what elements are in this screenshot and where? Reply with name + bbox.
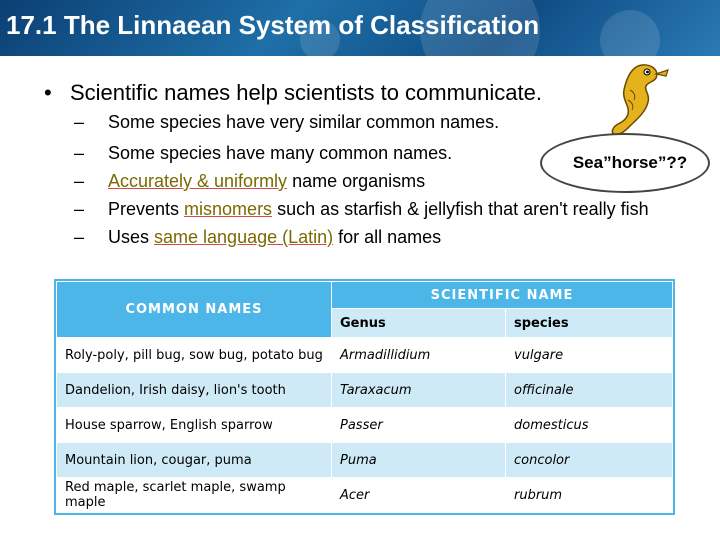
cell-common-name: Mountain lion, cougar, puma: [57, 443, 332, 478]
table-header-row: [57, 282, 673, 309]
cell-species: officinale: [506, 373, 673, 408]
cell-species: domesticus: [506, 408, 673, 443]
table-row: [57, 338, 673, 373]
table-row: [57, 408, 673, 443]
seahorse-callout: [540, 133, 710, 193]
table-row: [57, 373, 673, 408]
sub-bullet-text: for all names: [333, 227, 442, 247]
table-row: [57, 443, 673, 478]
sub-bullet: [74, 112, 499, 133]
sub-bullet-dash: –: [74, 227, 85, 247]
bullet-dot: •: [44, 80, 52, 105]
cell-species: concolor: [506, 443, 673, 478]
cell-genus: Puma: [332, 443, 506, 478]
cell-common-name: Dandelion, Irish daisy, lion's tooth: [57, 373, 332, 408]
cell-species: rubrum: [506, 478, 673, 513]
sub-bullet-dash: –: [74, 171, 85, 191]
main-bullet-text: Scientific names help scientists to communicate.: [70, 80, 542, 105]
slide-title: 17.1 The Linnaean System of Classification: [6, 10, 540, 40]
header-scientific-name: SCIENTIFIC NAME: [332, 282, 673, 309]
sub-bullet-text: such as starfish & jellyfish that aren't really fish: [272, 199, 649, 219]
sub-bullet-text: name organisms: [287, 171, 426, 191]
title-bar: [0, 0, 720, 56]
sub-bullet-text: Some species have very similar common names.: [108, 112, 500, 132]
sub-bullet-highlight: same language (Latin): [154, 227, 334, 247]
sub-bullet-highlight: Accurately & uniformly: [108, 171, 288, 191]
seahorse-icon: [600, 60, 670, 138]
sub-bullet-dash: –: [74, 143, 85, 163]
main-bullet: [44, 80, 542, 106]
cell-species: vulgare: [506, 338, 673, 373]
sub-bullet: [74, 171, 425, 192]
cell-common-name: Red maple, scarlet maple, swamp maple: [57, 478, 332, 513]
header-genus: Genus: [332, 309, 506, 338]
table-row: [57, 478, 673, 513]
sub-bullet-text: Uses: [108, 227, 155, 247]
cell-common-name: Roly-poly, pill bug, sow bug, potato bug: [57, 338, 332, 373]
seahorse-callout-text: Sea”horse”??: [572, 153, 688, 172]
sub-bullet: [74, 143, 452, 164]
names-table: [56, 281, 673, 513]
cell-genus: Acer: [332, 478, 506, 513]
cell-common-name: House sparrow, English sparrow: [57, 408, 332, 443]
sub-bullet-highlight: misnomers: [184, 199, 273, 219]
header-species: species: [506, 309, 673, 338]
sub-bullet: [74, 227, 441, 248]
sub-bullet-text: Some species have many common names.: [108, 143, 453, 163]
cell-genus: Passer: [332, 408, 506, 443]
table-body: [57, 338, 673, 513]
cell-genus: Taraxacum: [332, 373, 506, 408]
sub-bullet: [74, 199, 649, 220]
cell-genus: Armadillidium: [332, 338, 506, 373]
sub-bullet-dash: –: [74, 112, 85, 132]
sub-bullet-text: Prevents: [108, 199, 185, 219]
header-common-names: COMMON NAMES: [57, 282, 332, 338]
title-bar-decoration: [600, 10, 660, 56]
sub-bullet-dash: –: [74, 199, 85, 219]
